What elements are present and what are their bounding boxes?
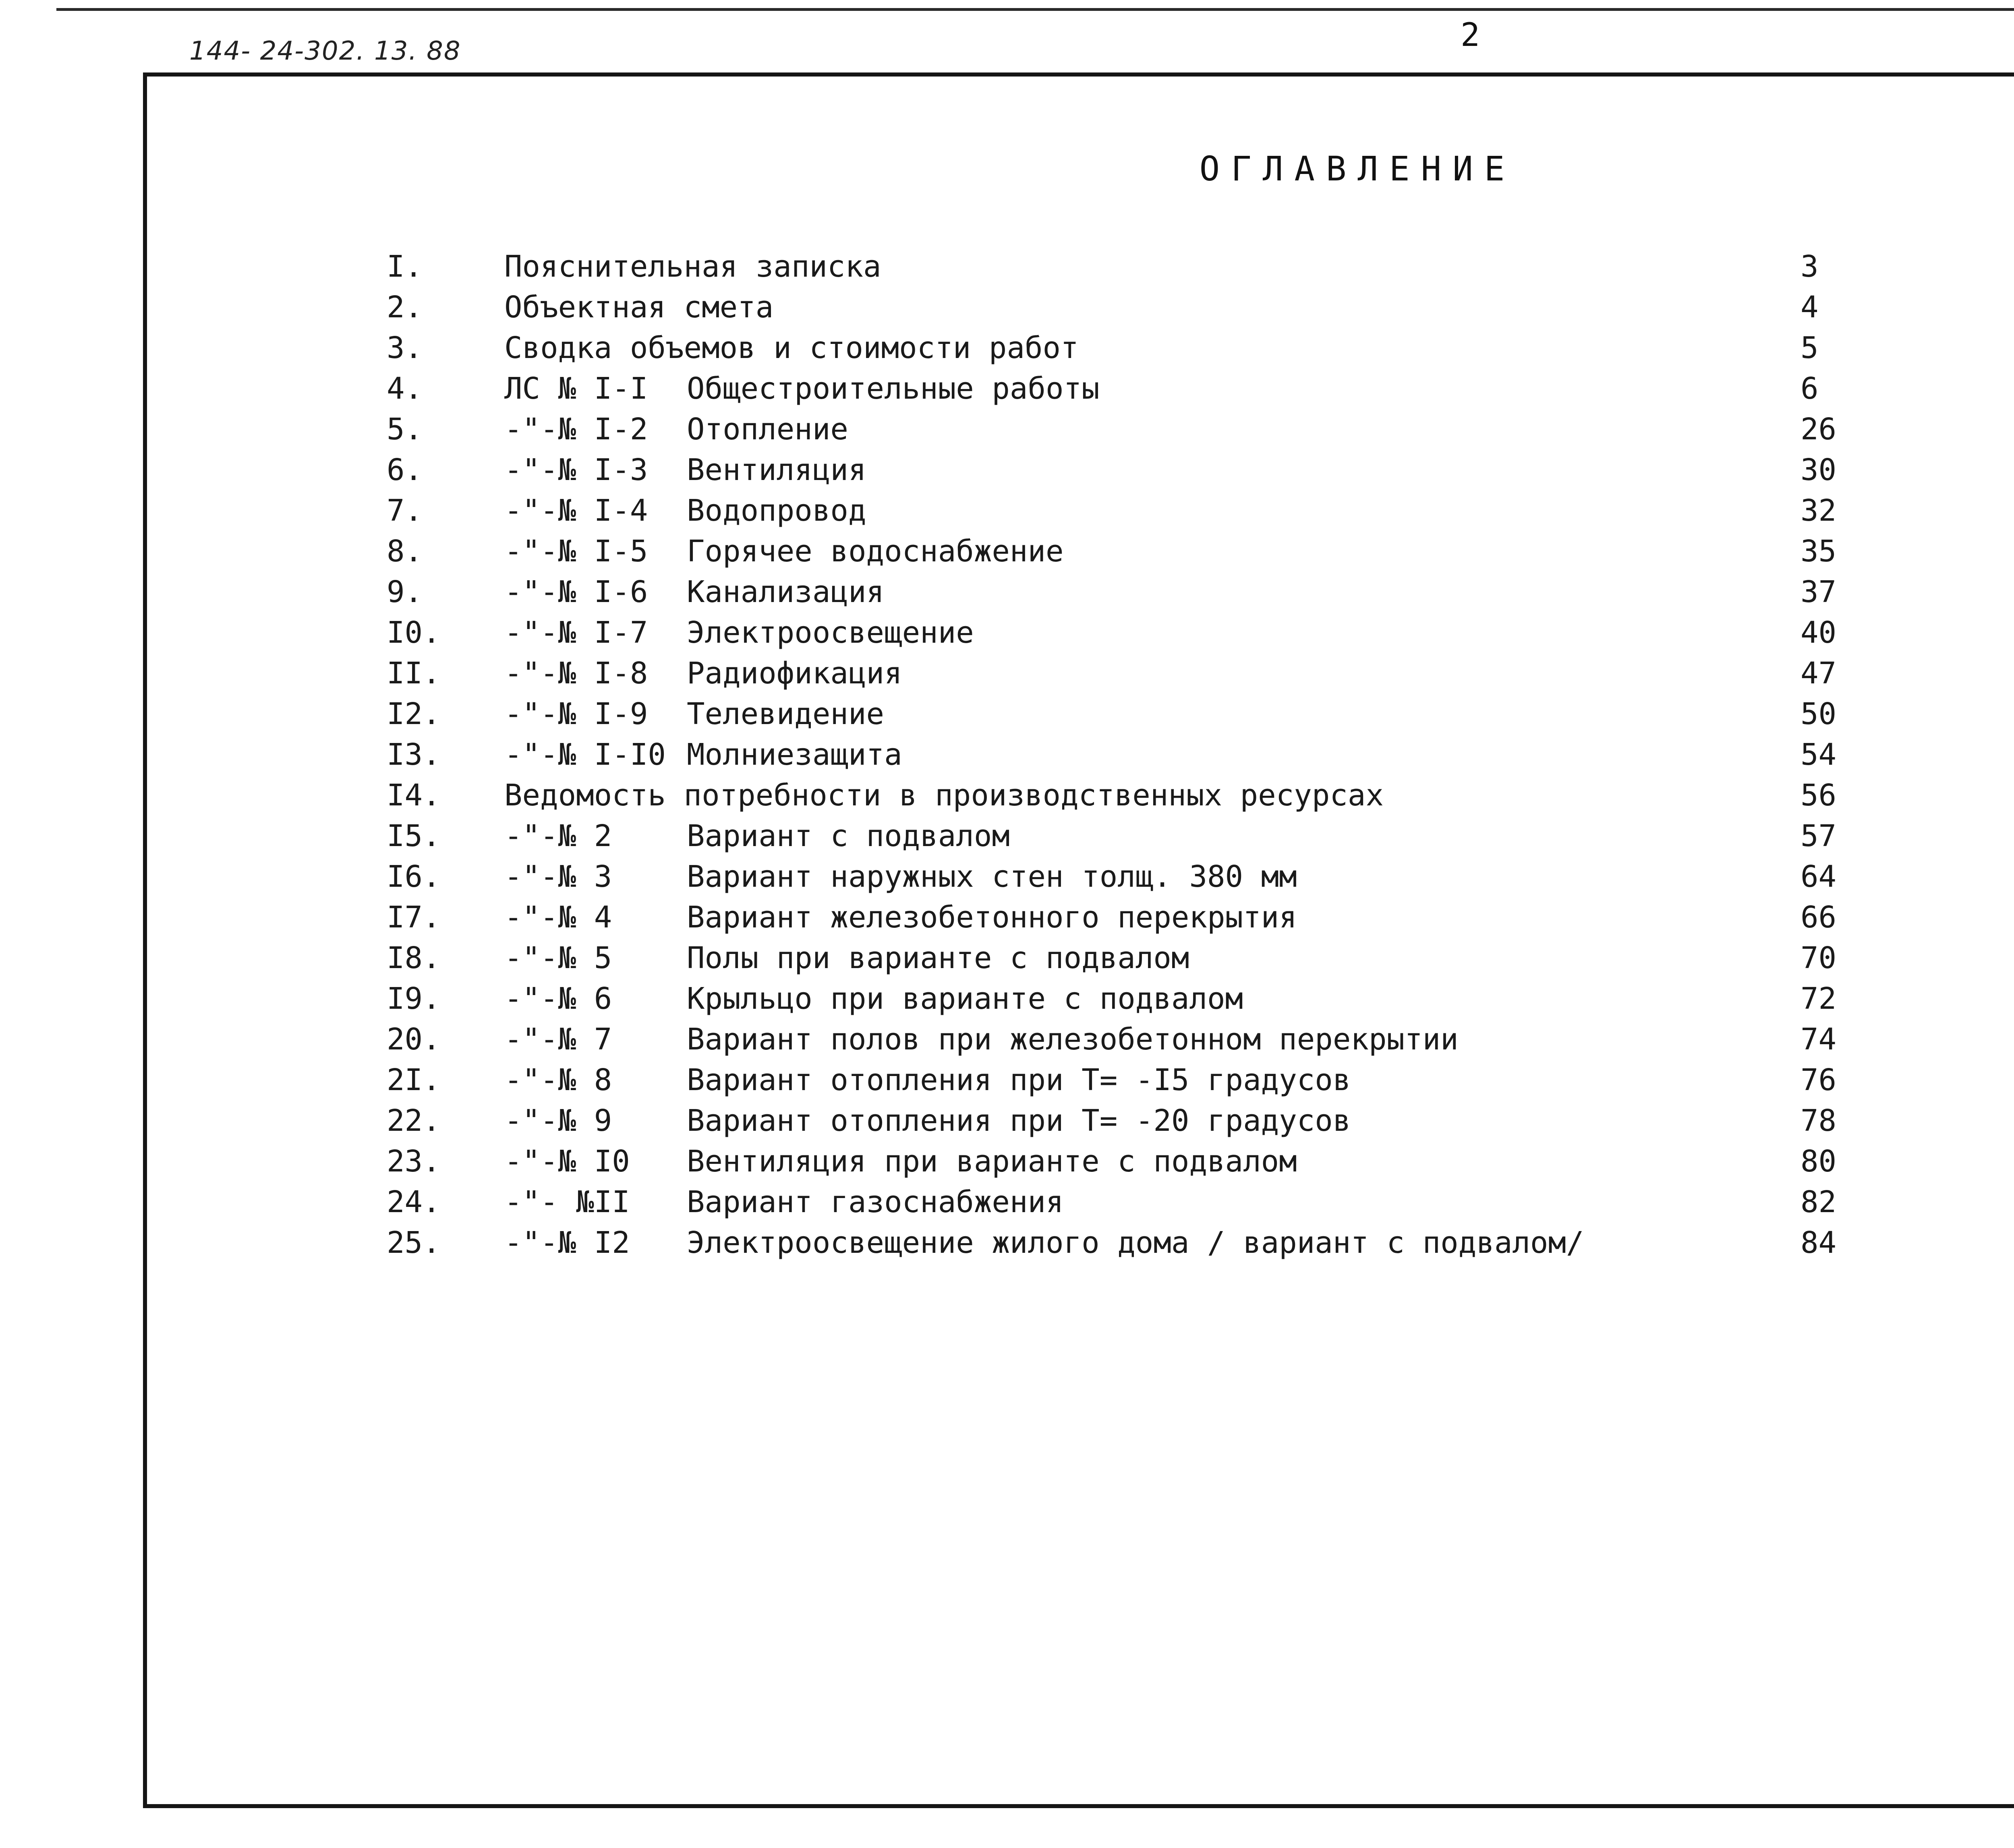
toc-entry — [387, 775, 1917, 816]
toc-entry — [387, 1019, 1917, 1060]
toc-entry-title: Крыльцо при варианте с подвалом — [687, 981, 1243, 1016]
toc-entry-page: 56 — [1801, 778, 1837, 813]
toc-entry-page: 84 — [1801, 1225, 1837, 1260]
toc-entry-number: I0. — [387, 615, 441, 650]
toc-entry-estimate-ref: -"-№ I-7 — [504, 615, 648, 650]
toc-entry-page: 78 — [1801, 1103, 1837, 1138]
toc-entry-estimate-ref: -"-№ 6 — [504, 981, 612, 1016]
toc-entry-title: Сводка объемов и стоимости работ — [504, 331, 1079, 365]
toc-entry-page: 6 — [1801, 371, 1819, 406]
toc-entry-number: I6. — [387, 859, 441, 894]
toc-entry — [387, 897, 1917, 938]
toc-entry-page: 40 — [1801, 615, 1837, 650]
toc-entry-page: 50 — [1801, 697, 1837, 731]
toc-entry-number: I2. — [387, 697, 441, 731]
toc-entry-estimate-ref: -"-№ 2 — [504, 819, 612, 853]
toc-entry-number: 2. — [387, 290, 423, 325]
toc-entry-estimate-ref: -"- №II — [504, 1185, 630, 1219]
toc-entry-estimate-ref: -"-№ I0 — [504, 1144, 630, 1179]
toc-entry-page: 47 — [1801, 656, 1837, 691]
toc-entry-number: II. — [387, 656, 441, 691]
toc-entry — [387, 531, 1917, 572]
toc-entry-title: Вентиляция при варианте с подвалом — [687, 1144, 1297, 1179]
toc-entry-number: 24. — [387, 1185, 441, 1219]
toc-entry-number: I3. — [387, 737, 441, 772]
toc-entry — [387, 1141, 1917, 1182]
toc-entry-number: I9. — [387, 981, 441, 1016]
toc-entry-title: Горячее водоснабжение — [687, 534, 1064, 569]
toc-entry-estimate-ref: -"-№ I2 — [504, 1225, 630, 1260]
toc-entry — [387, 857, 1917, 897]
toc-entry — [387, 572, 1917, 613]
toc-entry-number: 4. — [387, 371, 423, 406]
toc-entry-page: 74 — [1801, 1022, 1837, 1057]
toc-entry — [387, 1223, 1917, 1263]
toc-entry-page: 66 — [1801, 900, 1837, 935]
toc-entry-title: Радиофикация — [687, 656, 902, 691]
toc-entry-estimate-ref: -"-№ 9 — [504, 1103, 612, 1138]
toc-entry — [387, 246, 1917, 287]
toc-entry — [387, 653, 1917, 694]
toc-entry-page: 35 — [1801, 534, 1837, 569]
toc-entry-estimate-ref: ЛС № I-I — [504, 371, 648, 406]
toc-entry-page: 26 — [1801, 412, 1837, 447]
toc-entry-number: 6. — [387, 453, 423, 487]
toc-entry-number: I4. — [387, 778, 441, 813]
toc-entry-page: 54 — [1801, 737, 1837, 772]
toc-entry — [387, 368, 1917, 409]
toc-entry — [387, 1060, 1917, 1101]
toc-entry-title: Вариант железобетонного перекрытия — [687, 900, 1297, 935]
toc-entry-title: Электроосвещение жилого дома / вариант с подвалом/ — [687, 1225, 1584, 1260]
toc-entry — [387, 938, 1917, 979]
toc-entry-number: 5. — [387, 412, 423, 447]
toc-entry-estimate-ref: -"-№ 3 — [504, 859, 612, 894]
toc-entry-number: I8. — [387, 941, 441, 975]
toc-entry-page: 70 — [1801, 941, 1837, 975]
toc-entry-page: 30 — [1801, 453, 1837, 487]
document-code: 144- 24-302. 13. 88 — [189, 36, 461, 66]
toc-entry-title: Общестроительные работы — [687, 371, 1100, 406]
toc-entry-title: Объектная смета — [504, 290, 774, 325]
toc-entry-page: 37 — [1801, 575, 1837, 609]
toc-entry — [387, 490, 1917, 531]
toc-entry — [387, 613, 1917, 653]
top-rule — [56, 8, 2014, 11]
toc-entry — [387, 735, 1917, 775]
toc-entry — [387, 450, 1917, 490]
toc-entry-page: 80 — [1801, 1144, 1837, 1179]
toc-entry-number: 3. — [387, 331, 423, 365]
toc-entry-estimate-ref: -"-№ I-4 — [504, 493, 648, 528]
toc-entry-number: I7. — [387, 900, 441, 935]
toc-entry-title: Молниезащита — [687, 737, 902, 772]
toc-entry-page: 72 — [1801, 981, 1837, 1016]
table-of-contents — [387, 246, 1917, 1263]
toc-entry-estimate-ref: -"-№ I-5 — [504, 534, 648, 569]
toc-entry-number: 7. — [387, 493, 423, 528]
toc-entry-title: Ведомость потребности в производственных ресурсах — [504, 778, 1384, 813]
toc-entry-page: 64 — [1801, 859, 1837, 894]
page-title: ОГЛАВЛЕНИЕ — [1199, 149, 1516, 188]
toc-entry-number: 25. — [387, 1225, 441, 1260]
toc-entry-title: Электроосвещение — [687, 615, 974, 650]
toc-entry — [387, 816, 1917, 857]
toc-entry-number: I5. — [387, 819, 441, 853]
toc-entry — [387, 694, 1917, 735]
toc-entry-page: 3 — [1801, 249, 1819, 284]
toc-entry-estimate-ref: -"-№ I-I0 — [504, 737, 666, 772]
toc-entry-title: Отопление — [687, 412, 848, 447]
toc-entry — [387, 1182, 1917, 1223]
toc-entry-estimate-ref: -"-№ I-6 — [504, 575, 648, 609]
toc-entry-title: Полы при варианте с подвалом — [687, 941, 1189, 975]
toc-entry-title: Канализация — [687, 575, 885, 609]
toc-entry-number: I. — [387, 249, 423, 284]
toc-entry-estimate-ref: -"-№ 5 — [504, 941, 612, 975]
toc-entry-title: Вариант с подвалом — [687, 819, 1010, 853]
toc-entry-title: Вариант полов при железобетонном перекрытии — [687, 1022, 1459, 1057]
toc-entry-estimate-ref: -"-№ I-2 — [504, 412, 648, 447]
toc-entry-page: 32 — [1801, 493, 1837, 528]
toc-entry-estimate-ref: -"-№ 8 — [504, 1063, 612, 1097]
toc-entry-title: Вариант наружных стен толщ. 380 мм — [687, 859, 1297, 894]
toc-entry-page: 4 — [1801, 290, 1819, 325]
toc-entry-number: 23. — [387, 1144, 441, 1179]
toc-entry-estimate-ref: -"-№ 4 — [504, 900, 612, 935]
toc-entry-page: 57 — [1801, 819, 1837, 853]
toc-entry-page: 5 — [1801, 331, 1819, 365]
toc-entry-estimate-ref: -"-№ I-9 — [504, 697, 648, 731]
toc-entry — [387, 328, 1917, 368]
toc-entry-page: 82 — [1801, 1185, 1837, 1219]
toc-entry — [387, 979, 1917, 1019]
page-number: 2 — [1460, 16, 1480, 54]
toc-entry — [387, 409, 1917, 450]
toc-entry-estimate-ref: -"-№ I-3 — [504, 453, 648, 487]
toc-entry — [387, 1101, 1917, 1141]
toc-entry-number: 9. — [387, 575, 423, 609]
toc-entry-number: 8. — [387, 534, 423, 569]
toc-entry-number: 22. — [387, 1103, 441, 1138]
toc-entry — [387, 287, 1917, 328]
toc-entry-number: 2I. — [387, 1063, 441, 1097]
toc-entry-title: Вариант газоснабжения — [687, 1185, 1064, 1219]
toc-entry-estimate-ref: -"-№ I-8 — [504, 656, 648, 691]
toc-entry-page: 76 — [1801, 1063, 1837, 1097]
toc-entry-title: Водопровод — [687, 493, 866, 528]
toc-entry-title: Телевидение — [687, 697, 885, 731]
toc-entry-number: 20. — [387, 1022, 441, 1057]
toc-entry-title: Вентиляция — [687, 453, 866, 487]
toc-entry-title: Вариант отопления при Т= -I5 градусов — [687, 1063, 1351, 1097]
toc-entry-title: Вариант отопления при Т= -20 градусов — [687, 1103, 1351, 1138]
toc-entry-title: Пояснительная записка — [504, 249, 881, 284]
toc-entry-estimate-ref: -"-№ 7 — [504, 1022, 612, 1057]
